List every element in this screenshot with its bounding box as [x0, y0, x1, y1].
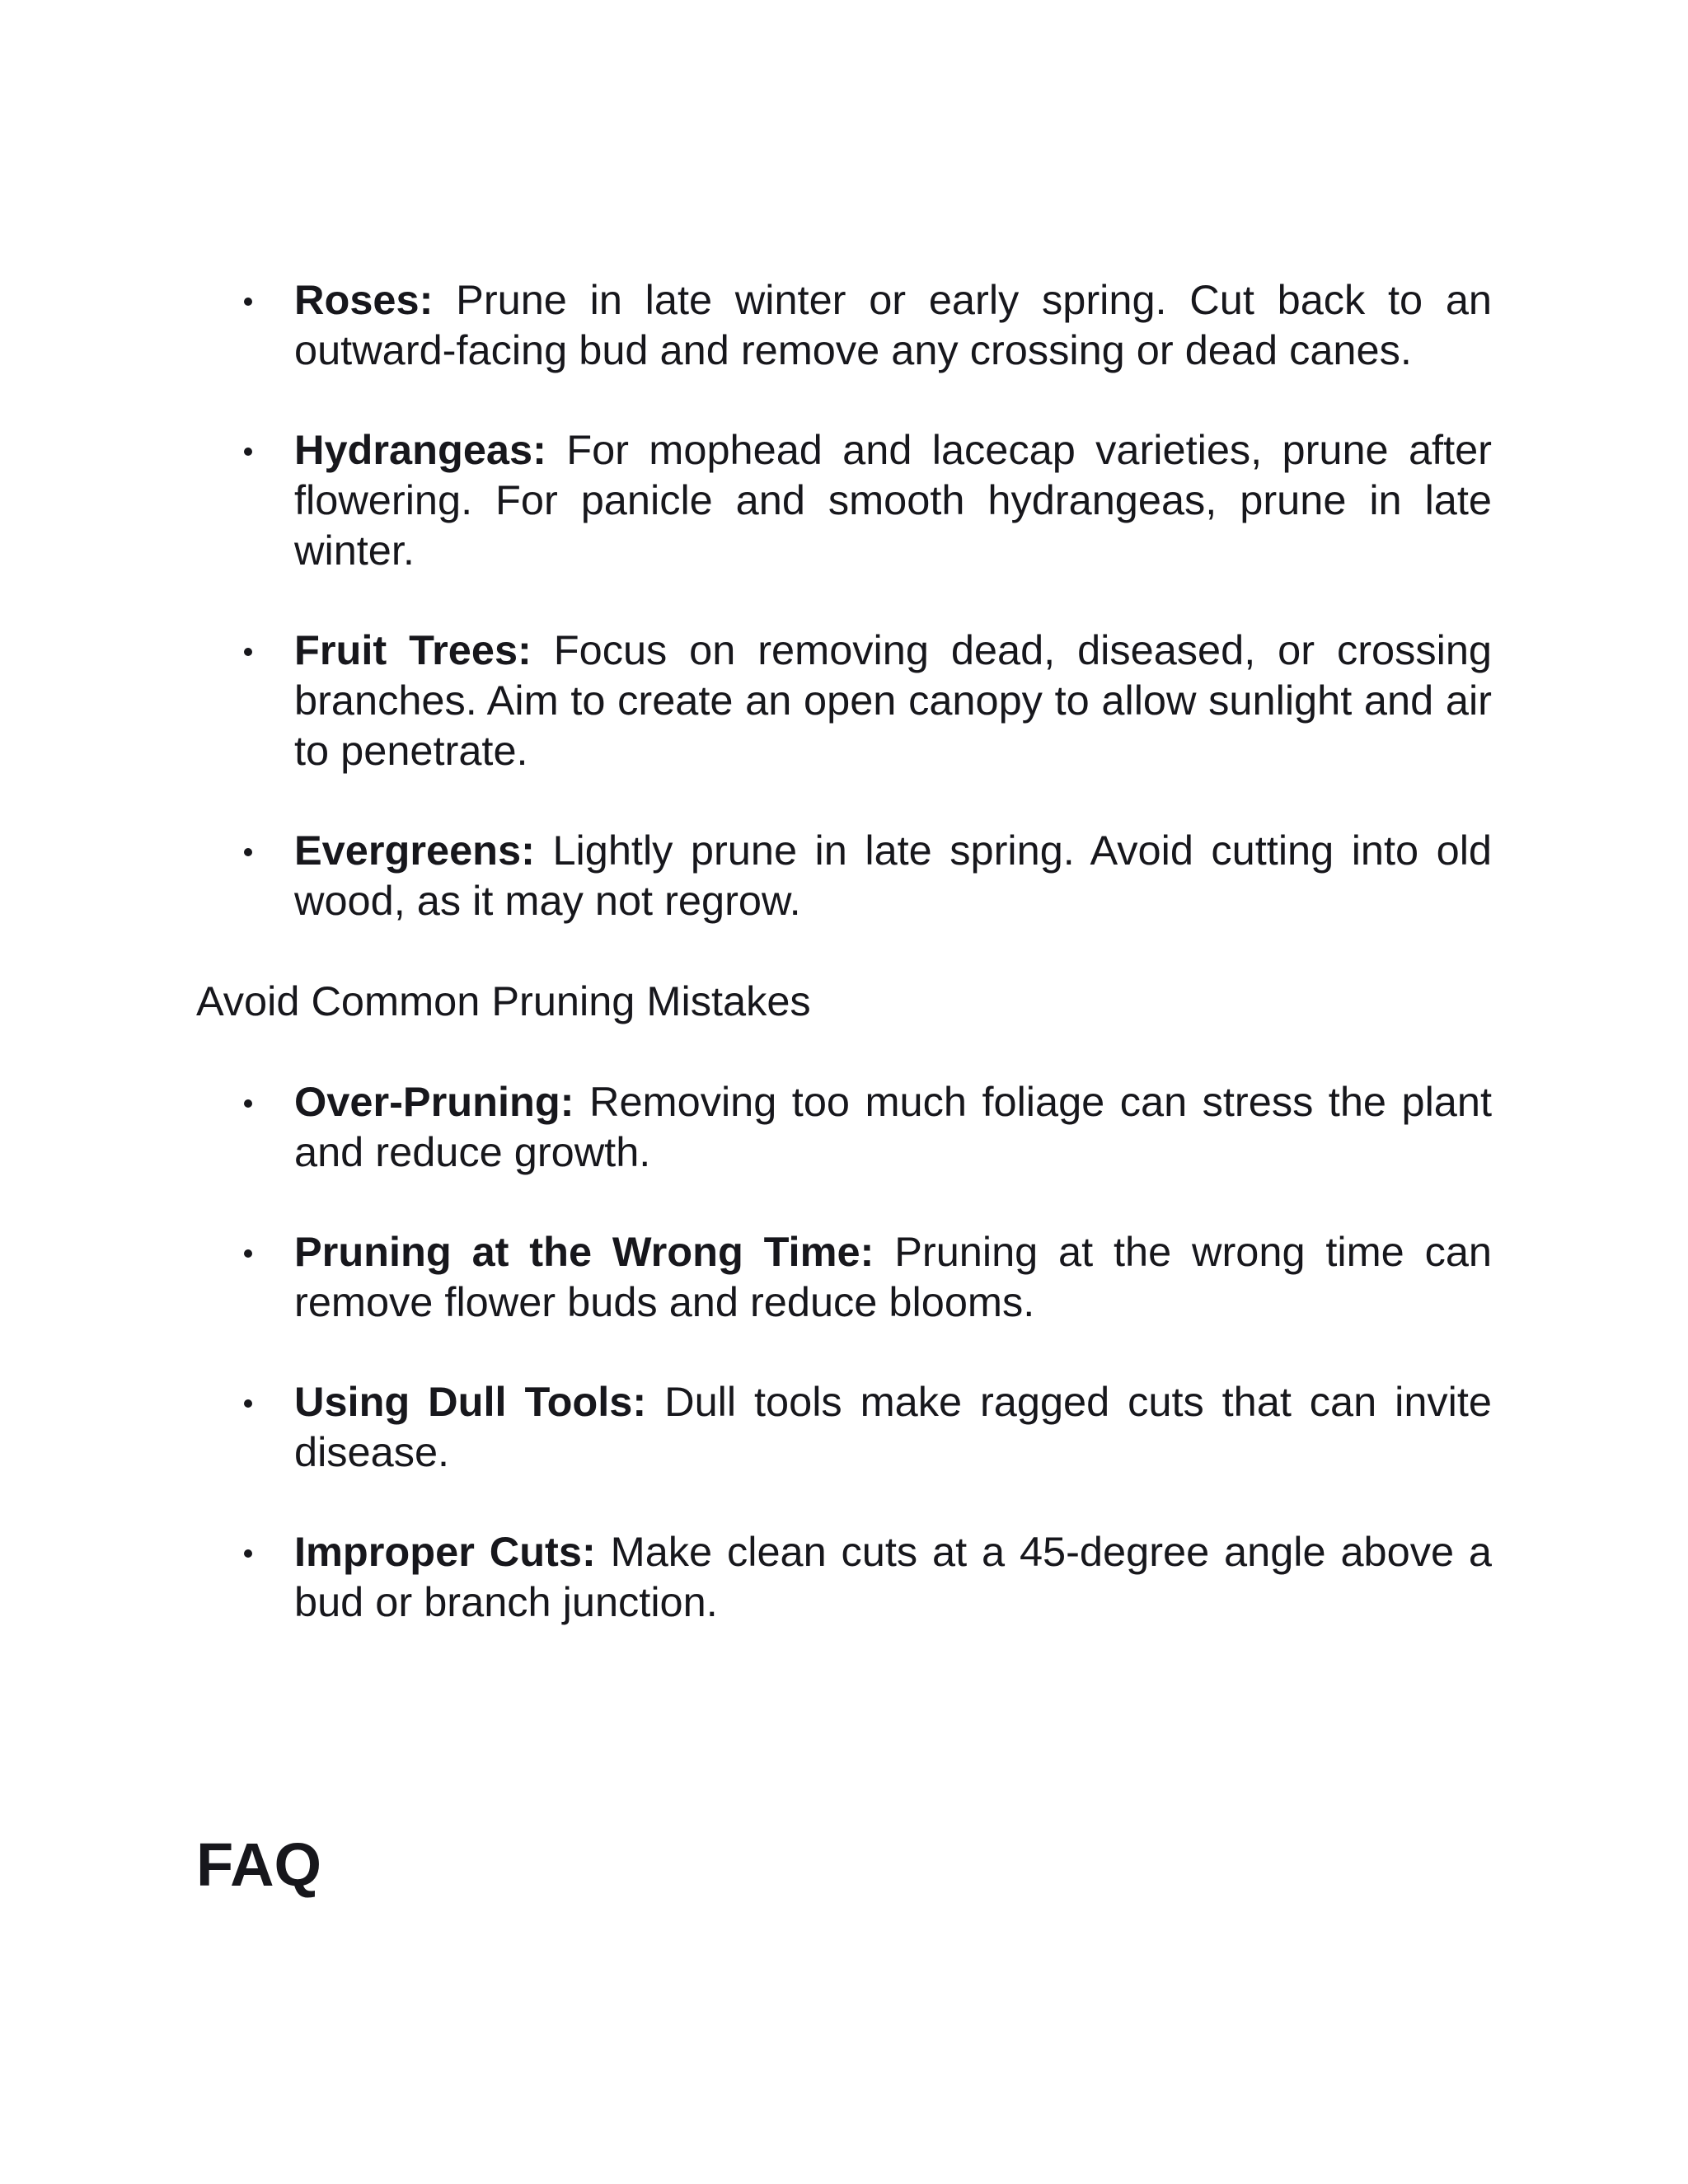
list-item-text — [294, 1526, 1492, 1627]
bullet-icon — [244, 848, 252, 856]
bullet-icon — [244, 1549, 252, 1558]
list-item-text — [294, 625, 1492, 776]
list-item-text — [294, 274, 1492, 375]
list-item-term: Improper Cuts: — [294, 1528, 596, 1575]
list-item-description: Dull tools make ragged cuts that can invite disease. — [294, 1378, 1492, 1475]
list-item-text — [294, 1076, 1492, 1177]
list-item-description: Lightly prune in late spring. Avoid cutting into old wood, as it may not regrow. — [294, 827, 1493, 924]
list-item-description: Prune in late winter or early spring. Cut back to an outward-facing bud and remove any crossing or dead canes. — [294, 276, 1493, 373]
faq-heading: FAQ — [196, 1830, 322, 1899]
list-item-term: Using Dull Tools: — [294, 1378, 647, 1425]
bullet-icon — [244, 648, 252, 656]
list-item-term: Fruit Trees: — [294, 626, 532, 673]
list-item-term: Over-Pruning: — [294, 1078, 574, 1125]
list-item-description: For mophead and lacecap varieties, prune after flowering. For panicle and smooth hydrangeas, prune in late winter. — [294, 426, 1492, 574]
list-item-text — [294, 825, 1492, 926]
bullet-icon — [244, 1249, 252, 1258]
list-item-text — [294, 1226, 1492, 1327]
bullet-icon — [244, 448, 252, 456]
list-item-term: Roses: — [294, 276, 434, 323]
list-item-term: Hydrangeas: — [294, 426, 546, 473]
list-item-term: Evergreens: — [294, 827, 535, 874]
list-item-term: Pruning at the Wrong Time: — [294, 1228, 874, 1275]
list-item-description: Pruning at the wrong time can remove flower buds and reduce blooms. — [294, 1228, 1492, 1325]
bullet-icon — [244, 298, 252, 306]
bullet-icon — [244, 1399, 252, 1408]
list-item-text — [294, 424, 1492, 575]
list-item-description: Make clean cuts at a 45-degree angle above a bud or branch junction. — [294, 1528, 1492, 1625]
list-item-text — [294, 1376, 1492, 1477]
mistakes-heading: Avoid Common Pruning Mistakes — [196, 977, 811, 1024]
bullet-icon — [244, 1099, 252, 1108]
list-item-description: Removing too much foliage can stress the plant and reduce growth. — [294, 1078, 1492, 1175]
list-item-description: Focus on removing dead, diseased, or crossing branches. Aim to create an open canopy to allow sunlight and air to penetrate. — [294, 626, 1492, 774]
